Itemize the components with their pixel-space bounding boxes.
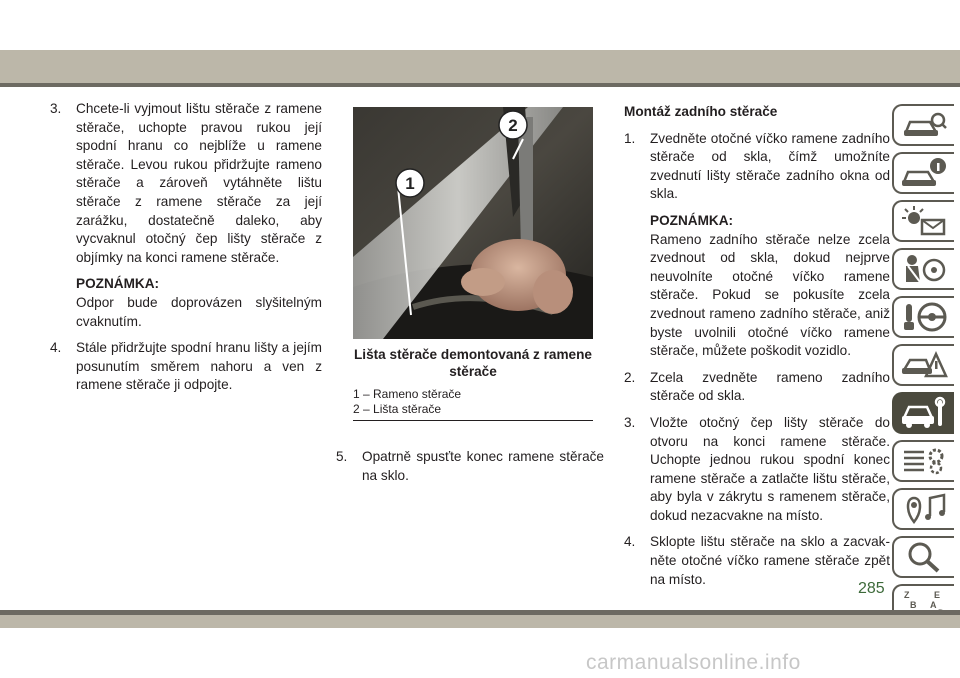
magnifier-icon bbox=[900, 540, 948, 574]
figure-legend bbox=[353, 387, 593, 417]
step-number: 4. bbox=[50, 340, 62, 356]
sun-envelope-icon bbox=[900, 204, 948, 238]
index-letter: E bbox=[934, 590, 941, 600]
tab-servicing-maintenance[interactable] bbox=[892, 392, 954, 434]
header-band bbox=[0, 50, 960, 83]
step-text: Stále přidržujte spodní hranu lišty a jejím posunutím směrem nahoru a ven z ramene stěrače ji odpojte. bbox=[76, 340, 322, 393]
note bbox=[50, 275, 322, 331]
note-text: Rameno zadního stěrače nelze zcela zvednout od skla, dokud nejprve neuvolníte otočné víčko ramene stěrače. Pokud se pokusíte zcela zvednout rameno zadního stěrače, aniž byste uvolnili otočné víčko ramene stěrače, můžete poškodit vozidlo. bbox=[650, 231, 890, 359]
step-number: 5. bbox=[336, 449, 348, 464]
car-magnifier-icon bbox=[900, 108, 948, 142]
car-wrench-icon bbox=[900, 396, 948, 430]
tab-vehicle-intro[interactable] bbox=[892, 104, 954, 146]
footer-band bbox=[0, 615, 960, 628]
callout-2: 2 bbox=[508, 116, 518, 135]
chapter-tabs bbox=[892, 104, 954, 632]
step-number: 4. bbox=[624, 534, 636, 550]
column-right bbox=[624, 103, 890, 597]
tab-multimedia[interactable] bbox=[892, 488, 954, 530]
note bbox=[624, 212, 890, 361]
note-heading: POZNÁMKA: bbox=[76, 276, 160, 292]
step-number: 1. bbox=[624, 130, 636, 146]
index-letter: B bbox=[910, 600, 917, 610]
header-band-line bbox=[0, 83, 960, 87]
step-number: 3. bbox=[624, 414, 636, 430]
step-text: Sklopte lištu stěrače na sklo a zacvakněte otočné víčko ramene stěrače zpět na místo. bbox=[650, 534, 890, 587]
step-3 bbox=[624, 414, 890, 526]
warning-car-icon bbox=[900, 348, 948, 382]
note-heading: POZNÁMKA: bbox=[650, 212, 734, 228]
step-text: Chcete-li vyjmout lištu stěrače z ramene stěrače, uchopte pravou rukou její spodní hranu co nejblíže u ramene stěrače. Levou rukou přidržujte rameno stěrače a zároveň vytáhněte lištu stěrače z ramene stěrače za její zarážku, dostatečně daleko, aby vycvaknul otočný čep lišty stěrače z objímky na konci ramene stěrače. bbox=[76, 101, 322, 265]
step-number: 3. bbox=[50, 101, 62, 116]
step-number: 2. bbox=[624, 369, 636, 385]
legend-item: 1 – Rameno stěrače bbox=[353, 387, 462, 401]
figure-caption: Lišta stěrače demontovaná z ramene stěrače bbox=[354, 347, 592, 379]
legend-rule bbox=[353, 420, 593, 421]
watermark: carmanualsonline.info bbox=[586, 651, 801, 674]
location-music-icon bbox=[900, 492, 948, 526]
list-gear-icon bbox=[900, 444, 948, 478]
step-text: Vložte otočný čep lišty stěrače do otvoru na konci ramene stěrače. Uchopte jednou rukou spodní konec ramene stěrače a zatlačte lištu stěrače, aby byla v zákrytu s ramenem stěrače, dokud nezacvakne na místo. bbox=[650, 414, 890, 523]
step-1 bbox=[624, 130, 890, 204]
car-info-icon bbox=[900, 156, 948, 190]
step-5 bbox=[336, 448, 604, 485]
tab-safety[interactable] bbox=[892, 248, 954, 290]
column-middle bbox=[336, 448, 604, 493]
note-text: Odpor bude doprovázen slyšitelným cvaknutím. bbox=[76, 294, 322, 329]
page-number: 285 bbox=[858, 580, 885, 597]
step-4 bbox=[624, 533, 890, 589]
index-letter: A bbox=[930, 600, 937, 610]
callout-1: 1 bbox=[405, 174, 415, 193]
step-text: Zvedněte otočné víčko ramene zadního stěrače od skla, čímž umožníte zvednutí lišty stěrače zadního okna od skla. bbox=[650, 130, 890, 202]
step-3 bbox=[50, 100, 322, 267]
tab-technical-specs[interactable] bbox=[892, 440, 954, 482]
wiper-photo bbox=[353, 107, 593, 339]
step-4 bbox=[50, 339, 322, 395]
tab-customer-assistance[interactable] bbox=[892, 536, 954, 578]
steering-wheel-icon bbox=[900, 300, 948, 334]
section-heading: Montáž zadního stěrače bbox=[624, 104, 778, 119]
legend-item: 2 – Lišta stěrače bbox=[353, 402, 442, 416]
tab-starting-driving[interactable] bbox=[892, 296, 954, 338]
seatbelt-person-icon bbox=[900, 252, 948, 286]
tab-lights-messages[interactable] bbox=[892, 200, 954, 242]
step-text: Zcela zvedněte rameno zadního stěrače od skla. bbox=[650, 369, 890, 404]
column-left bbox=[50, 100, 322, 403]
tab-car-info[interactable] bbox=[892, 152, 954, 194]
wiper-illustration bbox=[353, 107, 593, 339]
step-2 bbox=[624, 369, 890, 406]
index-letter: Z bbox=[904, 590, 910, 600]
step-text: Opatrně spusťte konec ramene stěrače na sklo. bbox=[362, 449, 604, 483]
tab-emergency[interactable] bbox=[892, 344, 954, 386]
